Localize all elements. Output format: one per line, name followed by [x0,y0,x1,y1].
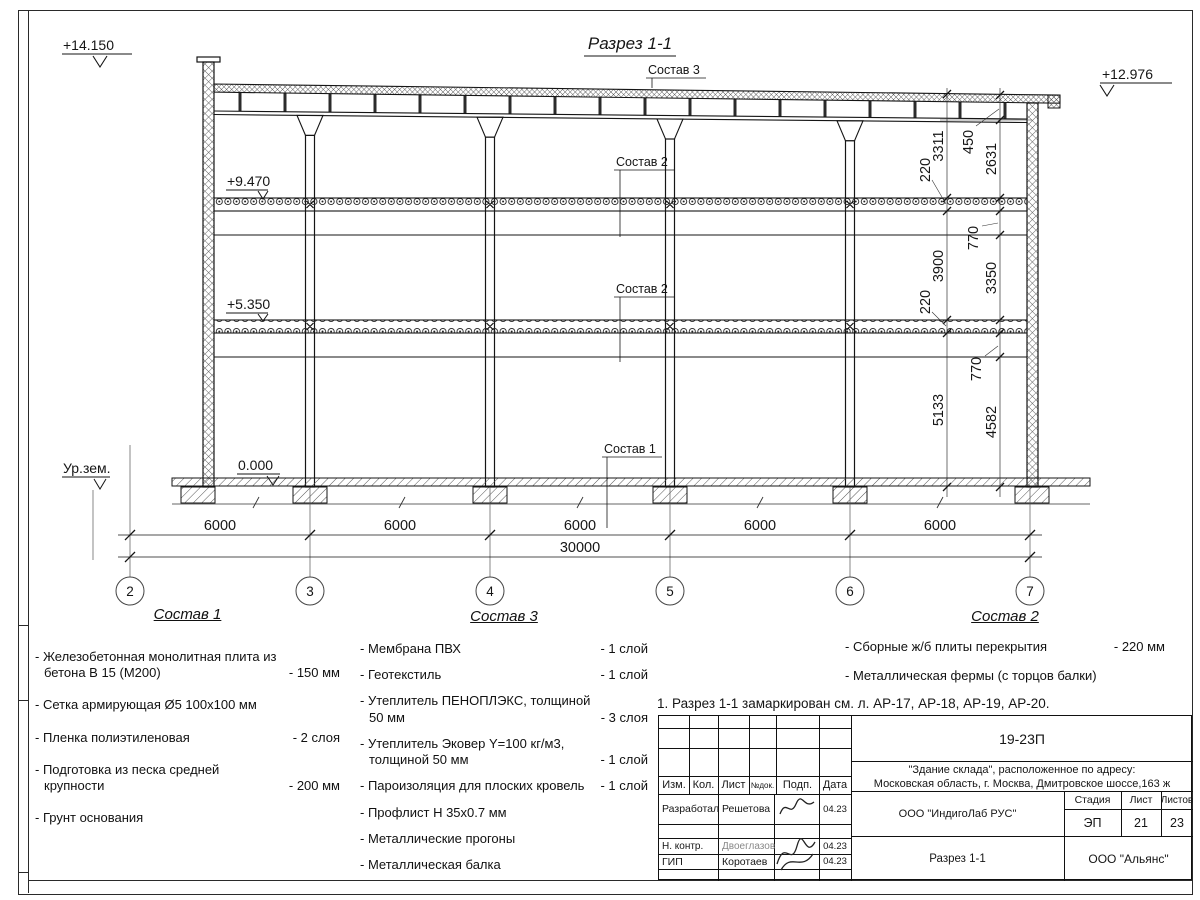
stamp-company: ООО "Альянс" [1088,851,1169,866]
truss-bottom-chord-2 [214,115,1027,123]
legend-item: - Профлист Н 35х0.7 мм [360,804,507,820]
legend-item: - Металлические прогоны [360,830,516,846]
bay-dim: 6000 [563,518,597,534]
stamp-col-ndok: №док. [750,780,775,790]
roof-slab [214,84,1060,103]
stamp-doc-code: 19-23П [999,730,1045,747]
level-mid1: +9.470 [227,173,271,189]
signature-developer [776,796,818,822]
dim-inner: 3311 [931,130,947,162]
dim-outer: 770 [969,356,985,382]
stamp-role-ncontrol: Н. контр. [662,840,704,852]
legend-item: - Пленка полиэтиленовая - 2 слоя [35,729,340,745]
roof-edge-drop [1048,95,1060,108]
dims-bottom [118,518,1042,562]
stamp-col-list: Лист [721,779,746,791]
dim-inner: 5133 [931,393,947,427]
callout-roof: Состав 3 [648,63,700,77]
title-block [658,715,1192,880]
level-mid2: +5.350 [227,296,271,312]
legend-item: - Утеплитель ПЕНОПЛЭКС, толщиной 50 мм - 3 слоя [360,693,648,725]
frame-left-cell-divider [18,625,28,626]
axis-bubble-label: 4 [486,584,494,599]
legend-item: - Металлическая фермы (с торцов балки) [845,668,1097,683]
stamp-name-developer: Решетова [722,803,771,815]
bay-dim: 6000 [923,518,957,534]
legend-item: - Пароизоляция для плоских кровель - 1 слой [360,778,648,794]
stamp-role-developer: Разработал [662,803,720,815]
stamp-org: ООО "ИндигоЛаб РУС" [898,807,1017,820]
right-wall [1027,103,1038,487]
legend-item: - Утеплитель Эковер Y=100 кг/м3, толщиной 50 мм - 1 слой [360,735,648,767]
foundation-pad [1015,487,1049,503]
legend-item: - Грунт основания [35,810,144,826]
legend-item: - Сетка армирующая Ø5 100x100 мм [35,697,257,713]
frame-left-cell-divider [18,700,28,701]
callout-mid2: Состав 2 [616,282,668,296]
axis-bubble-label: 6 [846,584,854,599]
axis-bubble-label: 7 [1026,584,1034,599]
level-ground: Ур.зем. [63,460,111,476]
legend-item: - Сборные ж/б плиты перекрытия - 220 мм [845,638,1165,654]
stamp-date-gip: 04.23 [823,856,847,867]
legend-sostav-1 [35,606,340,843]
stamp-sheet-value: 21 [1134,815,1148,830]
dim-outer: 4582 [984,405,1000,439]
legend-item: - Геотекстиль - 1 слой [360,667,648,682]
dim-outer: 770 [966,225,982,251]
stamp-col-kol: Кол. [692,779,715,791]
axis-bubble-label: 3 [306,584,314,599]
legend-title: Состав 1 [153,606,222,623]
legend-title: Состав 3 [470,608,538,625]
dim-outer: 3350 [984,261,1000,295]
stamp-date-developer: 04.23 [823,803,847,815]
legend-item: - Мембрана ПВХ - 1 слой [360,640,648,656]
stamp-date-ncontrol: 04.23 [823,840,847,852]
level-top-left: +14.150 [63,37,114,53]
dim-inner: 220 [918,289,934,315]
foundation-pad [181,487,215,503]
stamp-name-ncontrol: Двоеглазов [722,840,776,852]
axis-bubble-label: 5 [666,584,674,599]
stamp-col-podp: Подп. [782,779,813,791]
stamp-sheet-label: Лист [1129,794,1153,806]
total-dim: 30000 [559,540,601,556]
left-wall [203,62,214,487]
callouts [602,63,706,528]
legend-item: - Металлическая балка [360,857,501,872]
bay-dim: 6000 [743,518,777,534]
roof [214,84,1060,123]
slab-level-5350 [214,320,1027,333]
callout-floor: Состав 1 [604,442,656,456]
legend-sostav-2 [845,608,1165,697]
parapet-cap [197,57,220,62]
stamp-col-izm: Изм. [662,779,686,791]
dims-right [918,88,1032,497]
floor-slabs [214,198,1027,357]
stamp-stage-label: Стадия [1074,794,1111,806]
legend-title: Состав 2 [971,608,1039,625]
stamp-object-line1: "Здание склада", расположенное по адресу: [908,763,1136,776]
dim-inner: 220 [918,157,934,183]
stamp-name-gip: Коротаев [722,855,768,868]
stamp-object-line2: Московская область, г. Москва, Дмитровское шоссе,163 ж [873,777,1171,790]
level-top-right: +12.976 [1102,66,1153,82]
axis-bubble-label: 2 [126,584,134,599]
legend-item: - Подготовка из песка средней крупности - 200 мм [35,761,340,793]
bay-dim: 6000 [203,518,237,534]
ground-floor-slab [172,478,1090,486]
level-zero: 0.000 [238,457,274,473]
legend-sostav-3 [360,608,648,883]
note: 1. Разрез 1-1 замаркирован см. л. АР-17, АР-18, АР-19, АР-20. [657,696,1050,711]
bay-dim: 6000 [383,518,417,534]
columns [297,115,863,487]
stamp-role-gip: ГИП [662,855,683,868]
dim-inner: 3900 [931,249,947,283]
dim-outer: 450 [961,129,977,155]
truss-bottom-chord [214,111,1027,119]
slab-level-9470 [214,198,1027,211]
callout-mid1: Состав 2 [616,155,668,169]
dim-outer: 2631 [984,142,1000,176]
stamp-sheets-label: Листов [1161,794,1193,806]
section-title: Разрез 1-1 [587,34,673,53]
stamp-col-data: Дата [822,779,848,791]
stamp-stage-value: ЭП [1083,815,1102,830]
legend-item: - Железобетонная монолитная плита из бетона В 15 (М200) - 150 мм [35,648,340,680]
signature-gip [771,834,819,876]
frame-left-cell-divider [18,872,28,873]
stamp-sheets-value: 23 [1170,815,1184,830]
stamp-section-name: Разрез 1-1 [929,852,986,865]
